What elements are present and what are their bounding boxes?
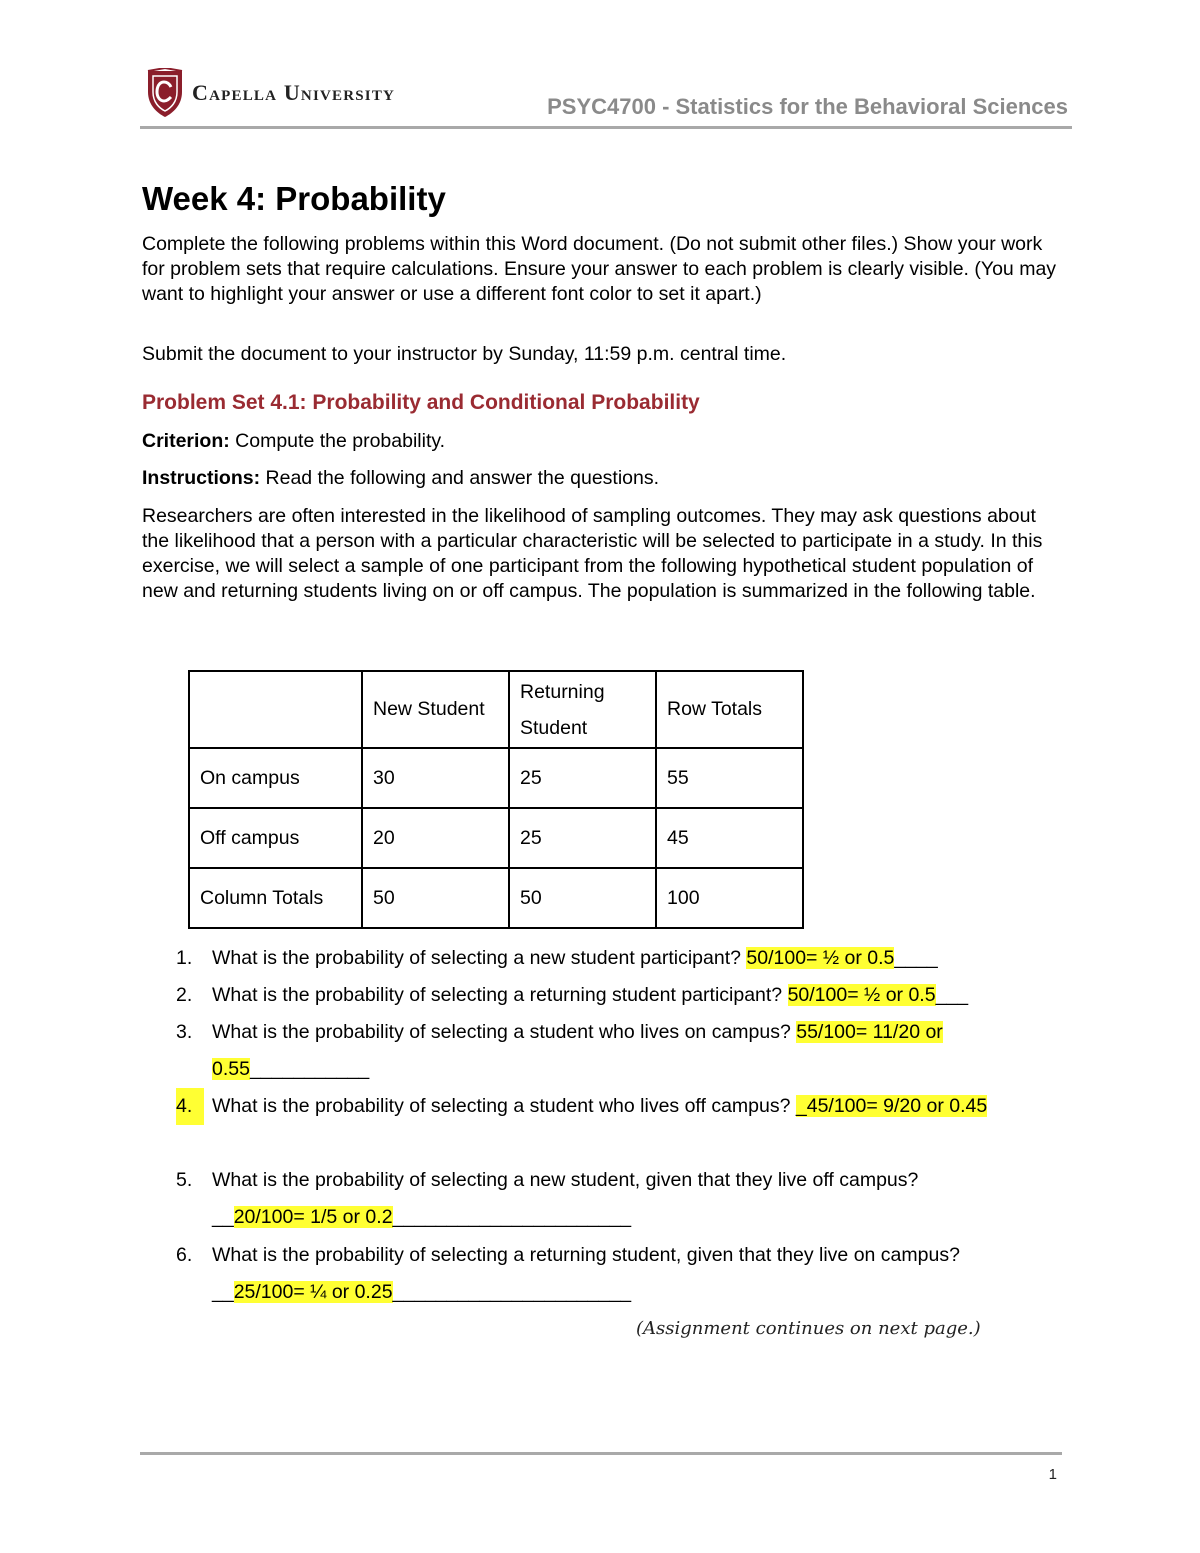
answer-blank: ___ [935, 984, 969, 1006]
table-header-cell: Row Totals [656, 671, 803, 748]
university-logo [146, 68, 395, 118]
header-line: Returning [520, 680, 605, 703]
table-cell: 25 [509, 748, 656, 808]
table-row [189, 868, 803, 928]
question-text-block [212, 940, 1062, 977]
table-cell: 55 [656, 748, 803, 808]
description-paragraph: Researchers are often interested in the likelihood of sampling outcomes. They may ask questions about the likelihood that a person with a particular characteristic will be selected to participate in a study. In this exercise, we will select a sample of one participant from the following hypothetical student population of new and returning students living on or off campus. The population is summarized in the following table. [142, 505, 1043, 602]
answer-highlight: 25/100= ¼ or 0.25 [233, 1281, 393, 1303]
question-number: 1. [176, 947, 193, 969]
table-header-cell [509, 671, 656, 748]
continuation-note: (Assignment continues on next page.) [636, 1318, 981, 1339]
question-text: What is the probability of selecting a returning student, given that they live on campus? [212, 1244, 960, 1266]
question-number: 4. [176, 1088, 204, 1125]
page-number: 1 [1048, 1466, 1057, 1483]
question-number: 3. [176, 1021, 193, 1043]
question-text-block [212, 1162, 1062, 1236]
table-cell: 45 [656, 808, 803, 868]
university-name: Capella University [192, 80, 396, 105]
answer-highlight: 50/100= ½ or 0.5 [787, 984, 936, 1006]
question-number: 5. [176, 1169, 193, 1191]
instructions-text: Read the following and answer the questions. [260, 467, 660, 489]
course-title: PSYC4700 - Statistics for the Behavioral Sciences [547, 94, 1068, 119]
answer-highlight: 55/100= 11/20 or 0.55 [212, 1021, 943, 1080]
answer-highlight: 50/100= ½ or 0.5 [746, 947, 895, 969]
footer-divider [140, 1452, 1062, 1455]
table-cell: On campus [189, 748, 362, 808]
question-text: What is the probability of selecting a returning student participant? [212, 984, 788, 1006]
criterion-label: Criterion: [142, 430, 230, 452]
criterion-text: Compute the probability. [229, 430, 446, 452]
question-text-block [212, 1088, 1062, 1125]
table-header-cell: New Student [362, 671, 509, 748]
question-text: What is the probability of selecting a student who lives off campus? [212, 1095, 796, 1117]
answer-highlight: 20/100= 1/5 or 0.2 [233, 1206, 393, 1228]
instructions-label: Instructions: [142, 467, 261, 489]
question-number: 6. [176, 1244, 193, 1266]
question-text: What is the probability of selecting a student who lives on campus? [212, 1021, 797, 1043]
submit-note: Submit the document to your instructor by Sunday, 11:59 p.m. central time. [142, 343, 787, 365]
answer-blank: __ [212, 1206, 234, 1228]
question-text-block [212, 977, 1062, 1014]
table-cell: 50 [362, 868, 509, 928]
table-row [189, 748, 803, 808]
table-row [189, 808, 803, 868]
answer-blank: ____ [894, 947, 938, 969]
table-cell: 25 [509, 808, 656, 868]
answer-blank: ______________________ [392, 1206, 632, 1228]
instructions-line [142, 466, 1057, 491]
table-cell: 20 [362, 808, 509, 868]
answer-blank: __ [212, 1281, 234, 1303]
table-cell: 100 [656, 868, 803, 928]
table-header-row [189, 671, 803, 748]
question-text: What is the probability of selecting a new student, given that they live off campus? [212, 1169, 919, 1191]
intro-paragraph: Complete the following problems within this Word document. (Do not submit other files.) Show your work for problem sets that require calculations. Ensure your answer to each problem is clearly visible. (You may want to highlight your answer or use a different font color to set it apart.) [142, 233, 1057, 305]
population-table [188, 670, 804, 929]
shield-logo-icon [146, 68, 184, 118]
question-text-block [212, 1014, 1062, 1088]
table-cell: Column Totals [189, 868, 362, 928]
table-header-cell [189, 671, 362, 748]
table-cell: 50 [509, 868, 656, 928]
question-text-block [212, 1237, 1062, 1311]
header-divider [140, 126, 1072, 129]
answer-highlight: _45/100= 9/20 or 0.45 [795, 1095, 988, 1117]
section-title: Problem Set 4.1: Probability and Conditional Probability [142, 391, 700, 414]
criterion-line [142, 429, 1057, 454]
header-line: Student [520, 716, 588, 739]
answer-blank: ___________ [249, 1058, 370, 1080]
table-cell: 30 [362, 748, 509, 808]
question-number: 2. [176, 984, 193, 1006]
question-text: What is the probability of selecting a new student participant? [212, 947, 747, 969]
table-cell: Off campus [189, 808, 362, 868]
answer-blank: ______________________ [392, 1281, 632, 1303]
page-title: Week 4: Probability [142, 180, 446, 217]
